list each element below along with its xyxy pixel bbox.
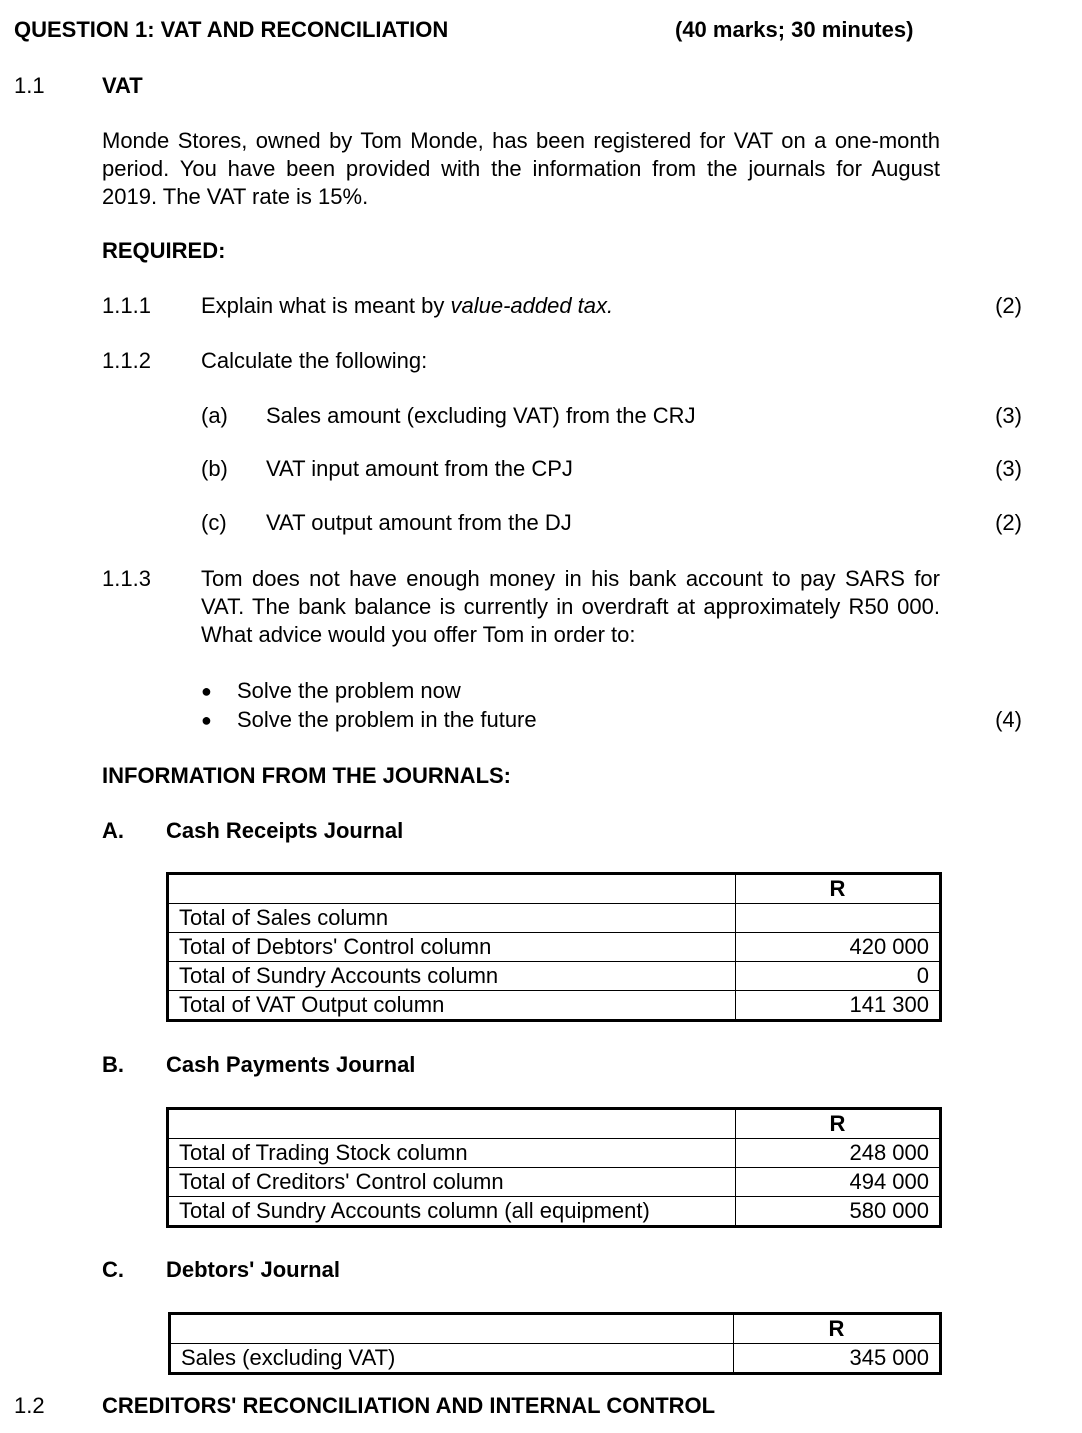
row-value: 345 000 bbox=[734, 1344, 941, 1374]
table-row bbox=[168, 874, 941, 904]
item-text: VAT output amount from the DJ bbox=[266, 510, 572, 535]
question-number-1-1-3: 1.1.3 bbox=[102, 566, 151, 591]
question-text-1-1-3: Tom does not have enough money in his bank account to pay SARS for VAT. The bank balance is currently in overdraft at approximately R50 000. What advice would you offer Tom in order to: bbox=[201, 566, 940, 647]
item-letter: (c) bbox=[201, 510, 227, 535]
marks-1-1-3: (4) bbox=[995, 707, 1022, 732]
journal-letter: A. bbox=[102, 818, 124, 843]
journal-letter: C. bbox=[102, 1257, 124, 1282]
row-value: 0 bbox=[736, 962, 941, 991]
bullet-item: Solve the problem now bbox=[237, 678, 461, 703]
row-value: 580 000 bbox=[736, 1197, 941, 1227]
bullet-icon: ● bbox=[201, 710, 212, 730]
item-marks: (2) bbox=[995, 510, 1022, 535]
table-row bbox=[168, 1168, 941, 1197]
crj-table bbox=[166, 872, 942, 1022]
table-row bbox=[168, 1197, 941, 1227]
info-label: INFORMATION FROM THE JOURNALS: bbox=[102, 763, 512, 788]
section-title: VAT bbox=[102, 73, 143, 98]
required-label: REQUIRED: bbox=[102, 238, 226, 263]
item-letter: (b) bbox=[201, 456, 228, 481]
column-header: R bbox=[736, 1109, 941, 1139]
question-number-1-1-1: 1.1.1 bbox=[102, 293, 151, 318]
italic-term: value-added tax. bbox=[450, 293, 614, 318]
row-value bbox=[736, 904, 941, 933]
question-title: QUESTION 1: VAT AND RECONCILIATION bbox=[14, 17, 449, 42]
row-value: 141 300 bbox=[736, 991, 941, 1021]
row-value: 248 000 bbox=[736, 1139, 941, 1168]
section-title: CREDITORS' RECONCILIATION AND INTERNAL CONTROL bbox=[102, 1393, 716, 1418]
table-row bbox=[168, 933, 941, 962]
item-marks: (3) bbox=[995, 456, 1022, 481]
intro-paragraph: Monde Stores, owned by Tom Monde, has been registered for VAT on a one-month period. You have been provided with the information from the journals for August 2019. The VAT rate is 15%. bbox=[102, 128, 940, 209]
column-header: R bbox=[734, 1314, 941, 1344]
table-row bbox=[168, 991, 941, 1021]
table-row bbox=[168, 1139, 941, 1168]
dj-table bbox=[168, 1312, 942, 1375]
bullet-item: Solve the problem in the future bbox=[237, 707, 537, 732]
row-label: Sales (excluding VAT) bbox=[170, 1344, 734, 1374]
row-value: 494 000 bbox=[736, 1168, 941, 1197]
item-letter: (a) bbox=[201, 403, 228, 428]
table-row bbox=[168, 962, 941, 991]
journal-title-crj: Cash Receipts Journal bbox=[166, 818, 404, 843]
item-text: Sales amount (excluding VAT) from the CRJ bbox=[266, 403, 696, 428]
section-number: 1.2 bbox=[14, 1393, 45, 1418]
row-value: 420 000 bbox=[736, 933, 941, 962]
row-label: Total of Sundry Accounts column bbox=[168, 962, 736, 991]
question-text-1-1-2: Calculate the following: bbox=[201, 348, 428, 373]
row-label: Total of Trading Stock column bbox=[168, 1139, 736, 1168]
row-label: Total of Sundry Accounts column (all equipment) bbox=[168, 1197, 736, 1227]
row-label: Total of Sales column bbox=[168, 904, 736, 933]
journal-letter: B. bbox=[102, 1052, 124, 1077]
table-row bbox=[168, 1109, 941, 1139]
question-marks: (40 marks; 30 minutes) bbox=[675, 17, 914, 42]
item-marks: (3) bbox=[995, 403, 1022, 428]
item-text: VAT input amount from the CPJ bbox=[266, 456, 573, 481]
row-label: Total of Creditors' Control column bbox=[168, 1168, 736, 1197]
row-label: Total of VAT Output column bbox=[168, 991, 736, 1021]
table-row bbox=[168, 904, 941, 933]
question-text-1-1-1: Explain what is meant by value-added tax. bbox=[201, 293, 614, 318]
journal-title-dj: Debtors' Journal bbox=[166, 1257, 340, 1282]
table-row bbox=[170, 1344, 941, 1374]
journal-title-cpj: Cash Payments Journal bbox=[166, 1052, 416, 1077]
marks-1-1-1: (2) bbox=[995, 293, 1022, 318]
question-number-1-1-2: 1.1.2 bbox=[102, 348, 151, 373]
column-header: R bbox=[736, 874, 941, 904]
cpj-table bbox=[166, 1107, 942, 1228]
section-number: 1.1 bbox=[14, 73, 45, 98]
row-label: Total of Debtors' Control column bbox=[168, 933, 736, 962]
table-row bbox=[170, 1314, 941, 1344]
bullet-icon: ● bbox=[201, 681, 212, 701]
